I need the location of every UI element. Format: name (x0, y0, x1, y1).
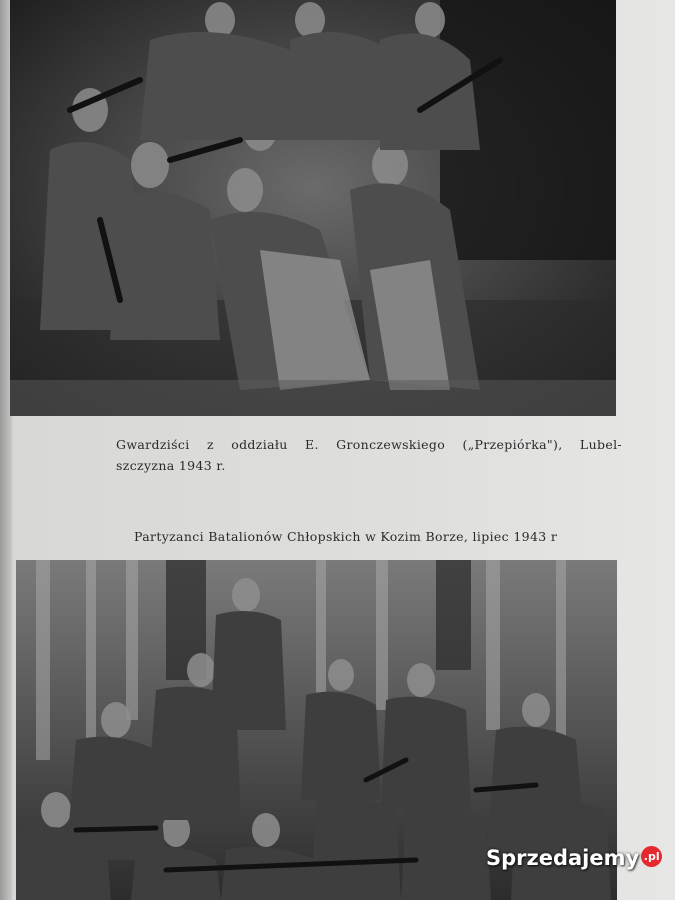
watermark-text: Sprzedajemy (486, 846, 640, 870)
photo-caption-top (116, 434, 622, 476)
watermark-pl-badge: .pl (641, 846, 662, 867)
sprzedajemy-watermark (486, 846, 662, 870)
photo-partisans-group-top (10, 0, 616, 416)
photo-caption-bottom: Partyzanci Batalionów Chłopskich w Kozim Borze, lipiec 1943 r (134, 529, 558, 544)
caption-top-line2: szczyzna 1943 r. (116, 458, 226, 473)
caption-top-line1: Gwardziści z oddziału E. Gronczewskiego („Przepiórka"), Lubel- (116, 437, 622, 452)
